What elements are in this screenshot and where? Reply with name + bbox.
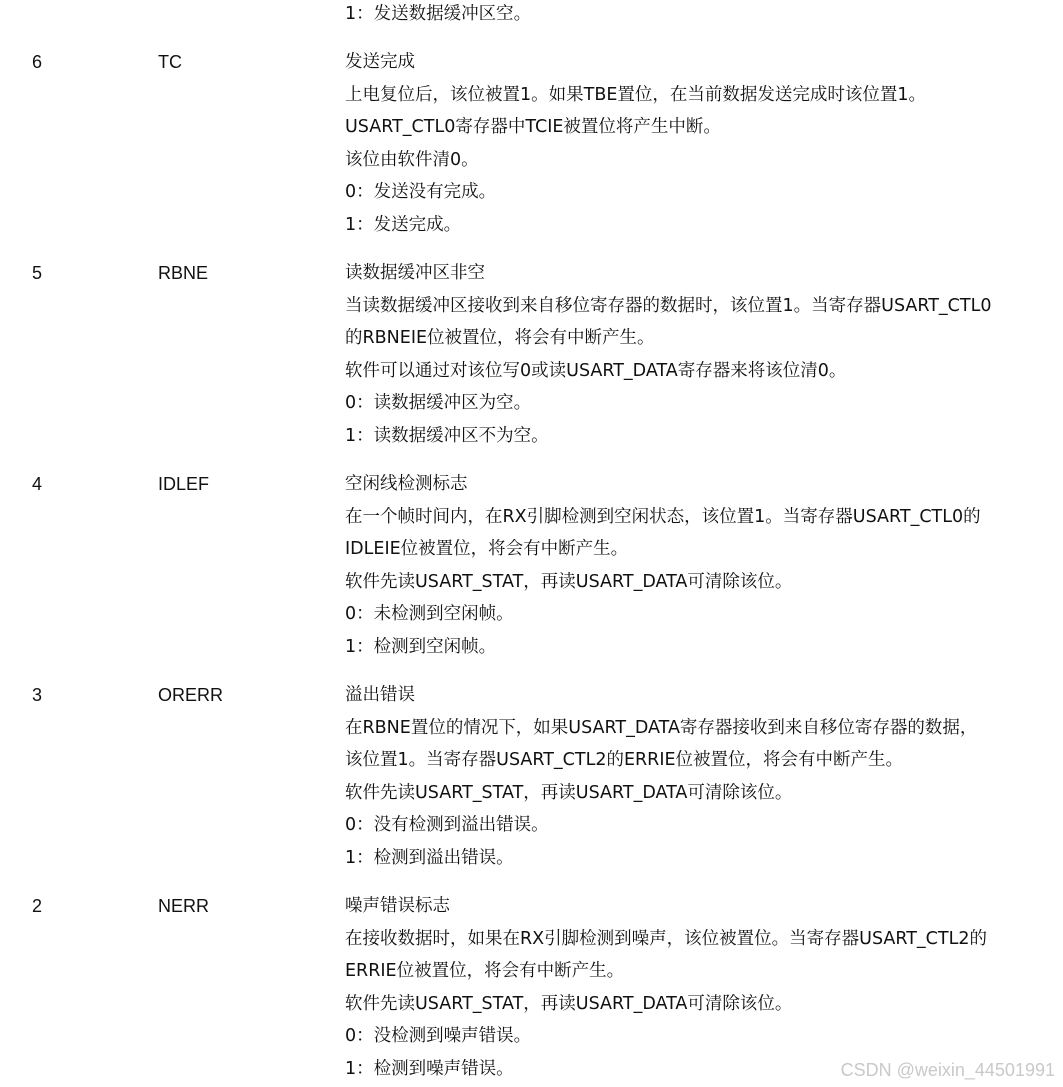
description-line: 在RBNE置位的情况下，如果USART_DATA寄存器接收到来自移位寄存器的数据， [345, 717, 978, 738]
csdn-watermark: CSDN @weixin_44501991 [840, 1060, 1055, 1080]
description-line: 软件先读USART_STAT，再读USART_DATA可清除该位。 [345, 782, 793, 803]
description-line: 软件先读USART_STAT，再读USART_DATA可清除该位。 [345, 571, 793, 592]
description-line: IDLEIE位被置位，将会有中断产生。 [345, 539, 629, 559]
bit-number: 5 [32, 263, 43, 283]
bit-number: 4 [32, 474, 43, 494]
field-description [345, 890, 1045, 1085]
field-name: RBNE [158, 263, 209, 283]
description-line: 0：发送没有完成。 [345, 182, 497, 202]
bit-number: 2 [32, 896, 43, 916]
description-line: 该位由软件清0。 [345, 149, 479, 170]
field-description [345, 46, 1045, 241]
field-name: NERR [158, 896, 210, 916]
description-line: 0：没有检测到溢出错误。 [345, 815, 549, 835]
field-description [345, 468, 1045, 663]
description-line: 该位置1。当寄存器USART_CTL2的ERRIE位被置位，将会有中断产生。 [345, 750, 904, 770]
description-line: 1：读数据缓冲区不为空。 [345, 425, 549, 446]
field-name: TC [158, 52, 182, 72]
field-name: ORERR [158, 685, 224, 705]
description-title: 噪声错误标志 [345, 896, 450, 916]
description-line: 0：读数据缓冲区为空。 [345, 393, 532, 413]
description-line: 软件先读USART_STAT，再读USART_DATA可清除该位。 [345, 993, 793, 1014]
description-line: 0：未检测到空闲帧。 [345, 604, 514, 624]
description-line: 的RBNEIE位被置位，将会有中断产生。 [345, 328, 655, 348]
description-line: ERRIE位被置位，将会有中断产生。 [345, 961, 625, 981]
description-line: 0：没检测到噪声错误。 [345, 1026, 532, 1046]
description-line: 上电复位后，该位被置1。如果TBE置位，在当前数据发送完成时该位置1。 [345, 84, 927, 105]
previous-field-last-line: 1：发送数据缓冲区空。 [345, 4, 532, 24]
description-title: 空闲线检测标志 [345, 474, 468, 494]
bit-number: 3 [32, 685, 43, 705]
description-title: 发送完成 [345, 52, 415, 72]
description-line: 软件可以通过对该位写0或读USART_DATA寄存器来将该位清0。 [345, 360, 847, 381]
bit-number: 6 [32, 52, 43, 72]
description-line: 1：检测到空闲帧。 [345, 636, 497, 657]
description-title: 读数据缓冲区非空 [345, 263, 485, 283]
field-description [345, 257, 1045, 452]
description-line: 在接收数据时，如果在RX引脚检测到噪声，该位被置位。当寄存器USART_CTL2的 [345, 928, 987, 949]
description-line: 1：检测到溢出错误。 [345, 847, 514, 868]
description-line: USART_CTL0寄存器中TCIE被置位将产生中断。 [345, 117, 721, 137]
description-line: 1：发送完成。 [345, 214, 462, 235]
description-line: 在一个帧时间内，在RX引脚检测到空闲状态，该位置1。当寄存器USART_CTL0的 [345, 506, 981, 527]
description-line: 1：检测到噪声错误。 [345, 1058, 514, 1079]
description-title: 溢出错误 [345, 685, 415, 705]
description-line: 当读数据缓冲区接收到来自移位寄存器的数据时，该位置1。当寄存器USART_CTL0 [345, 295, 992, 316]
field-name: IDLEF [158, 474, 210, 494]
field-description [345, 679, 1045, 874]
